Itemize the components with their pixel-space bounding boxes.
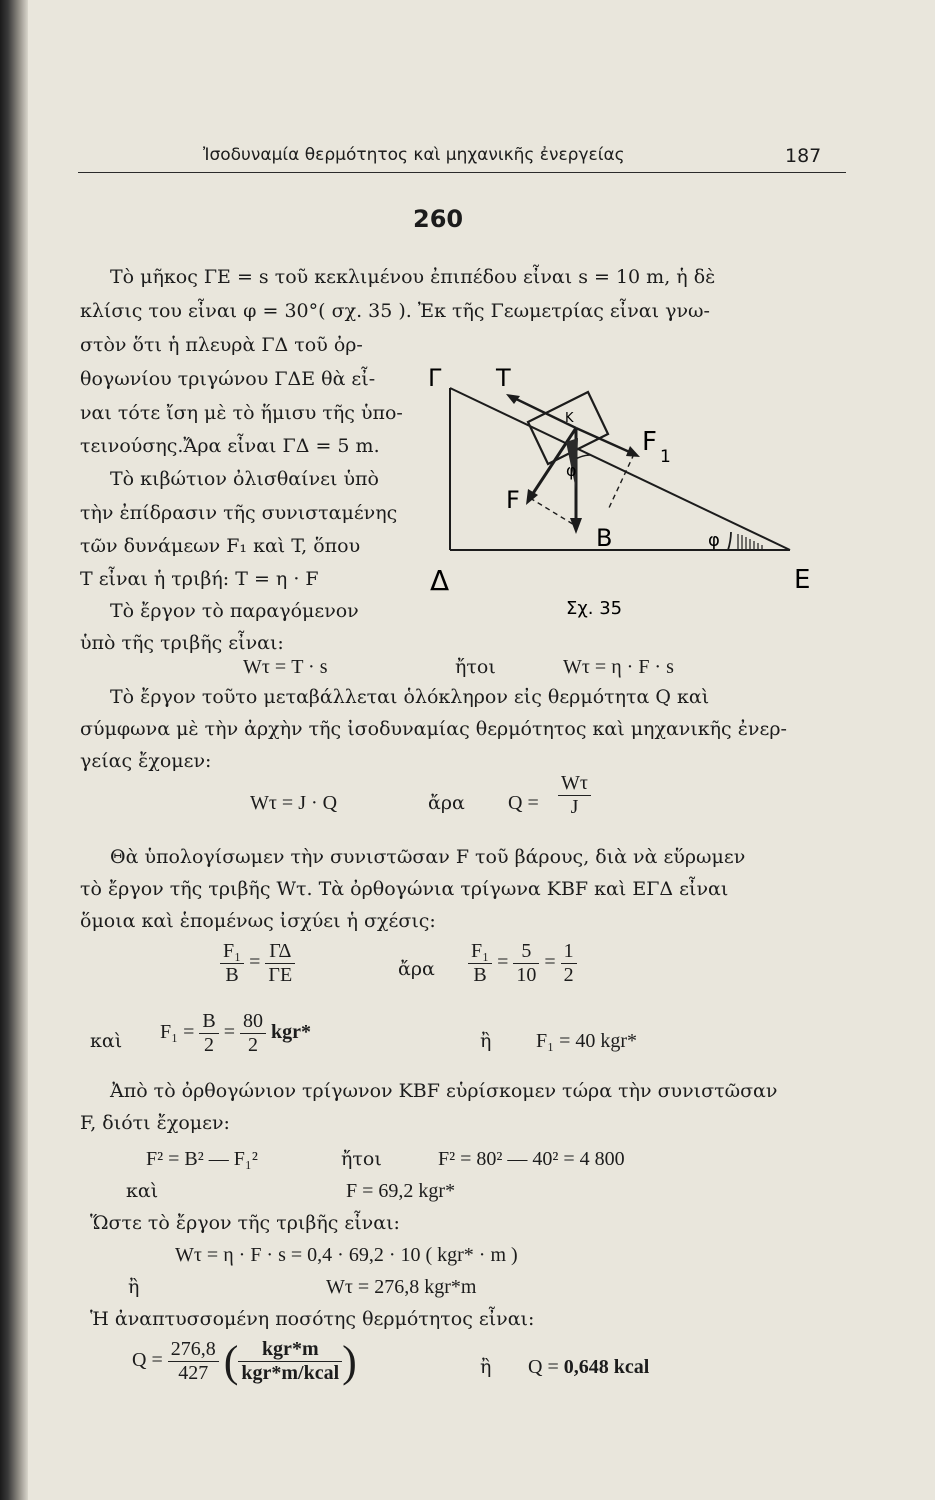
text-line-19: Ἀπὸ τὸ ὀρθογώνιον τρίγωνον ΚΒF εὑρίσκομεν τώρα τὴν συνιστῶσαν bbox=[110, 1080, 778, 1102]
equals-sign: = bbox=[249, 951, 261, 974]
q-unit-den: kgr*m/kcal bbox=[241, 1362, 340, 1384]
eq-work-etafs: Wτ = η · F · s bbox=[563, 656, 674, 678]
header-rule bbox=[78, 172, 846, 173]
eq-f-result: F = 69,2 kgr* bbox=[346, 1180, 456, 1202]
text-line-4: θογωνίου τριγώνου ΓΔΕ θὰ εἶ- bbox=[80, 368, 376, 390]
label-f: F bbox=[506, 486, 520, 514]
eq-work-ts: Wτ = T · s bbox=[243, 656, 328, 678]
book-binding-shadow bbox=[0, 0, 28, 1500]
text-line-5: ναι τότε ἴση μὲ τὸ ἥμισυ τῆς ὑπο- bbox=[80, 402, 403, 424]
paren-close: ) bbox=[342, 1337, 357, 1386]
f1-den-1: 2 bbox=[204, 1034, 215, 1056]
ratio-2-den: ΓΕ bbox=[268, 964, 293, 986]
eq-word-ara-2: ἄρα bbox=[398, 958, 435, 980]
ratio-2-num: ΓΔ bbox=[265, 940, 295, 964]
f1-left: F₁ = bbox=[160, 1021, 195, 1044]
triangle-hypotenuse-gamma-e bbox=[450, 388, 790, 550]
sliding-box bbox=[528, 392, 608, 464]
text-line-2: κλίσις του εἶναι φ = 30°( σχ. 35 ). Ἐκ τῆς Γεωμετρίας εἶναι γνω- bbox=[80, 300, 710, 322]
ratio-3-num: F₁ bbox=[468, 940, 492, 964]
label-phi-box: φ bbox=[566, 461, 577, 480]
f1-num-2: 80 bbox=[240, 1010, 266, 1034]
text-line-21: Ὥστε τὸ ἔργον τῆς τριβῆς εἶναι: bbox=[90, 1212, 400, 1234]
text-line-18: ὅμοια καὶ ἑπομένως ἰσχύει ἡ σχέσις: bbox=[80, 910, 436, 932]
f1-num-1: B bbox=[199, 1010, 218, 1034]
ratio-5-num: 1 bbox=[561, 940, 577, 964]
text-line-20: F, διότι ἔχομεν: bbox=[80, 1112, 230, 1134]
text-line-11: Τὸ ἔργον τὸ παραγόμενον bbox=[110, 600, 359, 622]
ratio-1-num: F₁ bbox=[220, 940, 244, 964]
running-title: Ἰσοδυναμία θερμότητος καὶ μηχανικῆς ἐνεργείας bbox=[203, 145, 625, 165]
ratio-4-den: 10 bbox=[516, 964, 537, 986]
label-delta: Δ bbox=[430, 564, 450, 597]
eq-word-itoi: ἤτοι bbox=[455, 656, 496, 678]
text-line-10: T εἶναι ἡ τριβή: T = η · F bbox=[80, 568, 319, 590]
text-line-22: Ἡ ἀναπτυσσομένη ποσότης θερμότητος εἶναι: bbox=[90, 1308, 535, 1330]
eq-word-h-3: ἢ bbox=[480, 1356, 492, 1378]
q-num: 276,8 bbox=[168, 1338, 219, 1362]
eq-word-itoi-2: ἤτοι bbox=[341, 1148, 382, 1170]
q-left: Q = bbox=[132, 1349, 163, 1372]
text-line-13: Τὸ ἔργον τοῦτο μεταβάλλεται ὁλόκληρον εἰς θερμότητα Q καὶ bbox=[110, 686, 710, 708]
eq-ratios bbox=[220, 940, 295, 987]
eq-ratios-numeric bbox=[468, 940, 577, 987]
figure-inclined-plane bbox=[398, 350, 818, 650]
hatching-near-e bbox=[738, 534, 762, 550]
equals-sign: = bbox=[544, 951, 556, 974]
eq-word-h-2: ἢ bbox=[128, 1276, 140, 1298]
eq-q-numerator: Wτ bbox=[558, 772, 591, 796]
equals-sign: = bbox=[497, 951, 509, 974]
eq-q-final bbox=[132, 1336, 357, 1387]
text-line-14: σύμφωνα μὲ τὴν ἀρχὴν τῆς ἰσοδυναμίας θερμότητος καὶ μηχανικῆς ἐνερ- bbox=[80, 718, 787, 740]
text-line-9: τῶν δυνάμεων F₁ καὶ T, ὅπου bbox=[80, 535, 361, 557]
eq-q-fraction bbox=[558, 772, 591, 819]
dashed-line-f-b bbox=[530, 498, 576, 526]
q-unit-num: kgr*m bbox=[238, 1338, 342, 1362]
eq-word-kai-2: καὶ bbox=[126, 1180, 159, 1202]
eq-pythagoras-numeric: F² = 80² — 40² = 4 800 bbox=[438, 1148, 625, 1170]
figure-caption: Σχ. 35 bbox=[566, 598, 623, 619]
text-line-16: Θὰ ὑπολογίσωμεν τὴν συνιστῶσαν F τοῦ βάρους, διὰ νὰ εὕρωμεν bbox=[110, 846, 746, 868]
label-t: T bbox=[496, 364, 511, 392]
eq-q-left: Q = bbox=[508, 792, 539, 814]
ratio-3-den: B bbox=[473, 964, 487, 986]
dashed-line-f1 bbox=[608, 454, 634, 510]
f1-unit: kgr* bbox=[271, 1021, 311, 1044]
label-b: B bbox=[596, 524, 613, 552]
text-line-6: τεινούσης.Ἄρα εἶναι ΓΔ = 5 m. bbox=[80, 435, 380, 457]
eq-q-denominator: J bbox=[570, 796, 579, 818]
eq-joule: Wτ = J · Q bbox=[250, 792, 338, 814]
text-line-1: Τὸ μῆκος ΓΕ = s τοῦ κεκλιμένου ἐπιπέδου εἶναι s = 10 m, ἡ δὲ bbox=[110, 266, 716, 288]
ratio-4-num: 5 bbox=[513, 940, 539, 964]
label-e: E bbox=[794, 565, 811, 595]
q-result-value: 0,648 kcal bbox=[563, 1356, 650, 1378]
f1-den-2: 2 bbox=[248, 1034, 258, 1056]
q-result-prefix: Q = bbox=[528, 1356, 564, 1378]
eq-work-result: Wτ = 276,8 kgr*m bbox=[326, 1276, 477, 1298]
eq-word-h-1: ἢ bbox=[480, 1030, 492, 1052]
eq-work-calc: Wτ = η · F · s = 0,4 · 69,2 · 10 ( kgr* · m ) bbox=[175, 1244, 518, 1266]
text-line-8: τὴν ἐπίδρασιν τῆς συνισταμένης bbox=[80, 502, 398, 524]
book-page bbox=[28, 0, 935, 1500]
ratio-5-den: 2 bbox=[563, 964, 574, 986]
paren-open: ( bbox=[223, 1337, 239, 1386]
eq-f1-result: F₁ = 40 kgr* bbox=[536, 1030, 638, 1052]
equals-sign: = bbox=[223, 1021, 235, 1044]
label-f1: F bbox=[642, 427, 657, 457]
eq-word-ara-1: ἄρα bbox=[428, 792, 465, 814]
text-line-15: γείας ἔχομεν: bbox=[80, 750, 212, 772]
problem-number: 260 bbox=[413, 205, 464, 233]
label-f1-subscript: 1 bbox=[660, 447, 671, 467]
label-k: K bbox=[565, 411, 574, 426]
eq-q-result bbox=[528, 1356, 649, 1379]
q-den: 427 bbox=[178, 1362, 209, 1384]
eq-f1 bbox=[160, 1010, 311, 1057]
angle-arc-e bbox=[728, 532, 731, 550]
text-line-12: ὑπὸ τῆς τριβῆς εἶναι: bbox=[80, 632, 284, 654]
page-number: 187 bbox=[785, 145, 822, 167]
arrow-f1 bbox=[576, 428, 634, 454]
eq-pythagoras: F² = B² — F₁² bbox=[146, 1148, 258, 1170]
ratio-1-den: B bbox=[225, 964, 239, 986]
eq-word-kai-1: καὶ bbox=[90, 1030, 123, 1052]
text-line-17: τὸ ἔργον τῆς τριβῆς Wτ. Τὰ ὀρθογώνια τρίγωνα ΚΒF καὶ ΕΓΔ εἶναι bbox=[80, 878, 729, 900]
text-line-3: στὸν ὅτι ἡ πλευρὰ ΓΔ τοῦ ὀρ- bbox=[80, 334, 363, 356]
label-gamma: Γ bbox=[428, 364, 442, 392]
text-line-7: Τὸ κιβώτιον ὀλισθαίνει ὑπὸ bbox=[110, 468, 379, 490]
label-phi-angle: φ bbox=[708, 530, 720, 551]
